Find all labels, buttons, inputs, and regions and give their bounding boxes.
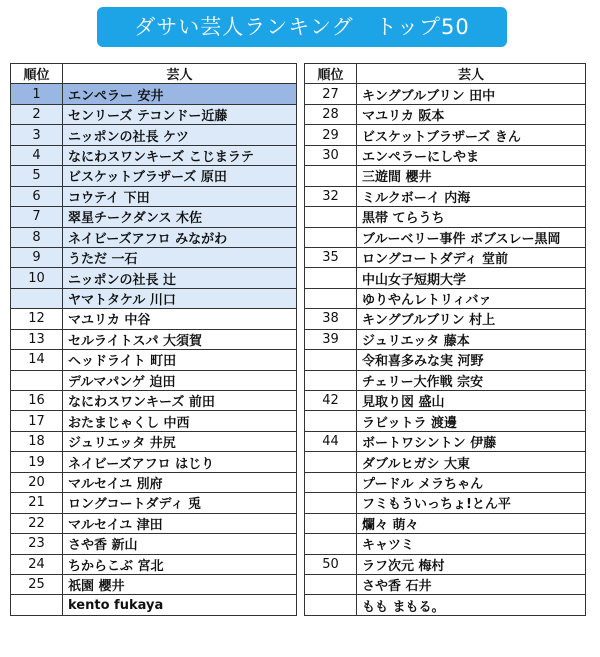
comedian-name-cell: ビスケットブラザーズ 原田 xyxy=(63,166,297,186)
rank-cell: 21 xyxy=(11,493,63,513)
comedian-name-cell: 見取り図 盛山 xyxy=(357,391,586,411)
rank-cell xyxy=(305,452,357,472)
rank-header: 順位 xyxy=(305,64,357,84)
table-row xyxy=(305,125,586,145)
rank-cell: 32 xyxy=(305,186,357,206)
table-row xyxy=(305,534,586,554)
comedian-name-cell: なにわスワンキーズ こじまラテ xyxy=(63,145,297,165)
rank-cell xyxy=(305,472,357,492)
comedian-name-cell: コウテイ 下田 xyxy=(63,186,297,206)
rank-cell: 17 xyxy=(11,411,63,431)
rank-cell: 9 xyxy=(11,247,63,267)
comedian-name-cell: ニッポンの社長 辻 xyxy=(63,268,297,288)
comedian-name-cell: キャツミ xyxy=(357,534,586,554)
table-row xyxy=(11,452,297,472)
rank-cell: 18 xyxy=(11,431,63,451)
table-row xyxy=(11,309,297,329)
table-row xyxy=(305,186,586,206)
comedian-name-cell: ネイビーズアフロ みながわ xyxy=(63,227,297,247)
rank-cell xyxy=(305,207,357,227)
ranking-table-left xyxy=(10,63,297,616)
comedian-name-cell: ブルーベリー事件 ボブスレー黒岡 xyxy=(357,227,586,247)
comedian-name-cell: ロングコートダディ 堂前 xyxy=(357,247,586,267)
rank-cell xyxy=(11,595,63,615)
comedian-name-cell: マルセイユ 別府 xyxy=(63,472,297,492)
table-row xyxy=(305,104,586,124)
rank-cell: 50 xyxy=(305,554,357,574)
table-row xyxy=(305,207,586,227)
table-row xyxy=(11,268,297,288)
rank-cell xyxy=(305,493,357,513)
header-row xyxy=(11,64,297,84)
table-row xyxy=(305,595,586,615)
table-row xyxy=(11,207,297,227)
table-row xyxy=(11,574,297,594)
comedian-name-cell: ゆりやんレトリィバァ xyxy=(357,288,586,308)
comedian-name-cell: 祇園 櫻井 xyxy=(63,574,297,594)
comedian-name-cell: kento fukaya xyxy=(63,595,297,615)
rank-cell: 3 xyxy=(11,125,63,145)
comedian-name-cell: ニッポンの社長 ケツ xyxy=(63,125,297,145)
table-row xyxy=(305,391,586,411)
comedian-name-cell: 黒帯 てらうち xyxy=(357,207,586,227)
table-row xyxy=(11,247,297,267)
rank-cell: 25 xyxy=(11,574,63,594)
table-row xyxy=(305,370,586,390)
comedian-name-cell: 中山女子短期大学 xyxy=(357,268,586,288)
rank-cell: 5 xyxy=(11,166,63,186)
comedian-name-cell: 爛々 萌々 xyxy=(357,513,586,533)
table-row xyxy=(11,472,297,492)
rank-cell: 2 xyxy=(11,104,63,124)
comedian-name-cell: ミルクボーイ 内海 xyxy=(357,186,586,206)
name-header: 芸人 xyxy=(357,64,586,84)
rank-cell: 30 xyxy=(305,145,357,165)
comedian-name-cell: 令和喜多みな実 河野 xyxy=(357,350,586,370)
table-row xyxy=(11,370,297,390)
table-row xyxy=(305,350,586,370)
table-row xyxy=(305,472,586,492)
rank-cell xyxy=(305,513,357,533)
table-row xyxy=(11,186,297,206)
table-row xyxy=(305,493,586,513)
table-row xyxy=(11,493,297,513)
comedian-name-cell: うただ 一石 xyxy=(63,247,297,267)
rank-cell xyxy=(11,370,63,390)
table-row xyxy=(305,574,586,594)
comedian-name-cell: チェリー大作戦 宗安 xyxy=(357,370,586,390)
comedian-name-cell: ジュリエッタ 藤本 xyxy=(357,329,586,349)
comedian-name-cell: ネイビーズアフロ はじり xyxy=(63,452,297,472)
comedian-name-cell: ラフ次元 梅村 xyxy=(357,554,586,574)
table-row xyxy=(305,227,586,247)
comedian-name-cell: 翠星チークダンス 木佐 xyxy=(63,207,297,227)
comedian-name-cell: ちからこぶ 宮北 xyxy=(63,554,297,574)
name-header: 芸人 xyxy=(63,64,297,84)
table-row xyxy=(11,166,297,186)
rank-cell: 35 xyxy=(305,247,357,267)
rank-cell: 23 xyxy=(11,534,63,554)
rank-cell xyxy=(305,350,357,370)
rank-cell: 4 xyxy=(11,145,63,165)
rank-cell: 16 xyxy=(11,391,63,411)
rank-header: 順位 xyxy=(11,64,63,84)
comedian-name-cell: おたまじゃくし 中西 xyxy=(63,411,297,431)
rank-cell: 7 xyxy=(11,207,63,227)
comedian-name-cell: ジュリエッタ 井尻 xyxy=(63,431,297,451)
comedian-name-cell: ヘッドライト 町田 xyxy=(63,350,297,370)
table-row xyxy=(11,431,297,451)
comedian-name-cell: キングブルブリン 村上 xyxy=(357,309,586,329)
rank-cell: 28 xyxy=(305,104,357,124)
table-row xyxy=(11,125,297,145)
rank-cell: 14 xyxy=(11,350,63,370)
table-row xyxy=(305,84,586,104)
table-row xyxy=(11,227,297,247)
rank-cell xyxy=(305,268,357,288)
table-row xyxy=(305,145,586,165)
rank-cell: 20 xyxy=(11,472,63,492)
comedian-name-cell: プードル メラちゃん xyxy=(357,472,586,492)
rank-cell: 27 xyxy=(305,84,357,104)
comedian-name-cell: もも まもる。 xyxy=(357,595,586,615)
table-row xyxy=(305,247,586,267)
comedian-name-cell: さや香 石井 xyxy=(357,574,586,594)
table-row xyxy=(305,309,586,329)
rank-cell: 39 xyxy=(305,329,357,349)
rank-cell: 38 xyxy=(305,309,357,329)
header-row xyxy=(305,64,586,84)
comedian-name-cell: ダブルヒガシ 大東 xyxy=(357,452,586,472)
comedian-name-cell: ラビットラ 渡邊 xyxy=(357,411,586,431)
table-row xyxy=(305,411,586,431)
rank-cell xyxy=(305,288,357,308)
comedian-name-cell: ビスケットブラザーズ きん xyxy=(357,125,586,145)
rank-cell: 6 xyxy=(11,186,63,206)
table-row xyxy=(305,329,586,349)
table-row xyxy=(305,268,586,288)
ranking-title: ダサい芸人ランキング トップ50 xyxy=(97,7,507,47)
table-row xyxy=(11,411,297,431)
rank-cell xyxy=(305,411,357,431)
rank-cell xyxy=(305,166,357,186)
rank-cell xyxy=(305,370,357,390)
rank-cell xyxy=(305,534,357,554)
table-row xyxy=(11,329,297,349)
table-row xyxy=(11,513,297,533)
comedian-name-cell: センリーズ テコンドー近藤 xyxy=(63,104,297,124)
rank-cell: 22 xyxy=(11,513,63,533)
rank-cell xyxy=(305,574,357,594)
table-row xyxy=(305,554,586,574)
comedian-name-cell: さや香 新山 xyxy=(63,534,297,554)
rank-cell: 1 xyxy=(11,84,63,104)
table-row xyxy=(11,350,297,370)
comedian-name-cell: ロングコートダディ 兎 xyxy=(63,493,297,513)
comedian-name-cell: マルセイユ 津田 xyxy=(63,513,297,533)
comedian-name-cell: セルライトスパ 大須賀 xyxy=(63,329,297,349)
rank-cell: 19 xyxy=(11,452,63,472)
table-row xyxy=(305,431,586,451)
comedian-name-cell: デルマパンゲ 迫田 xyxy=(63,370,297,390)
rank-cell: 8 xyxy=(11,227,63,247)
comedian-name-cell: ヤマトタケル 川口 xyxy=(63,288,297,308)
rank-cell xyxy=(305,227,357,247)
ranking-table-right xyxy=(304,63,586,616)
table-row xyxy=(11,554,297,574)
table-row xyxy=(11,391,297,411)
comedian-name-cell: エンペラーにしやま xyxy=(357,145,586,165)
comedian-name-cell: フミもういっちょ!とん平 xyxy=(357,493,586,513)
rank-cell xyxy=(305,595,357,615)
rank-cell: 44 xyxy=(305,431,357,451)
table-row xyxy=(11,84,297,104)
comedian-name-cell: 三遊間 櫻井 xyxy=(357,166,586,186)
table-row xyxy=(305,288,586,308)
table-row xyxy=(305,166,586,186)
table-row xyxy=(11,104,297,124)
table-row xyxy=(11,145,297,165)
rank-cell xyxy=(11,288,63,308)
rank-cell: 42 xyxy=(305,391,357,411)
comedian-name-cell: ボートワシントン 伊藤 xyxy=(357,431,586,451)
table-row xyxy=(11,595,297,615)
comedian-name-cell: マユリカ 中谷 xyxy=(63,309,297,329)
rank-cell: 12 xyxy=(11,309,63,329)
comedian-name-cell: マユリカ 阪本 xyxy=(357,104,586,124)
table-row xyxy=(11,288,297,308)
comedian-name-cell: なにわスワンキーズ 前田 xyxy=(63,391,297,411)
rank-cell: 13 xyxy=(11,329,63,349)
rank-cell: 24 xyxy=(11,554,63,574)
table-row xyxy=(11,534,297,554)
table-row xyxy=(305,452,586,472)
comedian-name-cell: キングブルブリン 田中 xyxy=(357,84,586,104)
comedian-name-cell: エンペラー 安井 xyxy=(63,84,297,104)
table-row xyxy=(305,513,586,533)
rank-cell: 29 xyxy=(305,125,357,145)
rank-cell: 10 xyxy=(11,268,63,288)
